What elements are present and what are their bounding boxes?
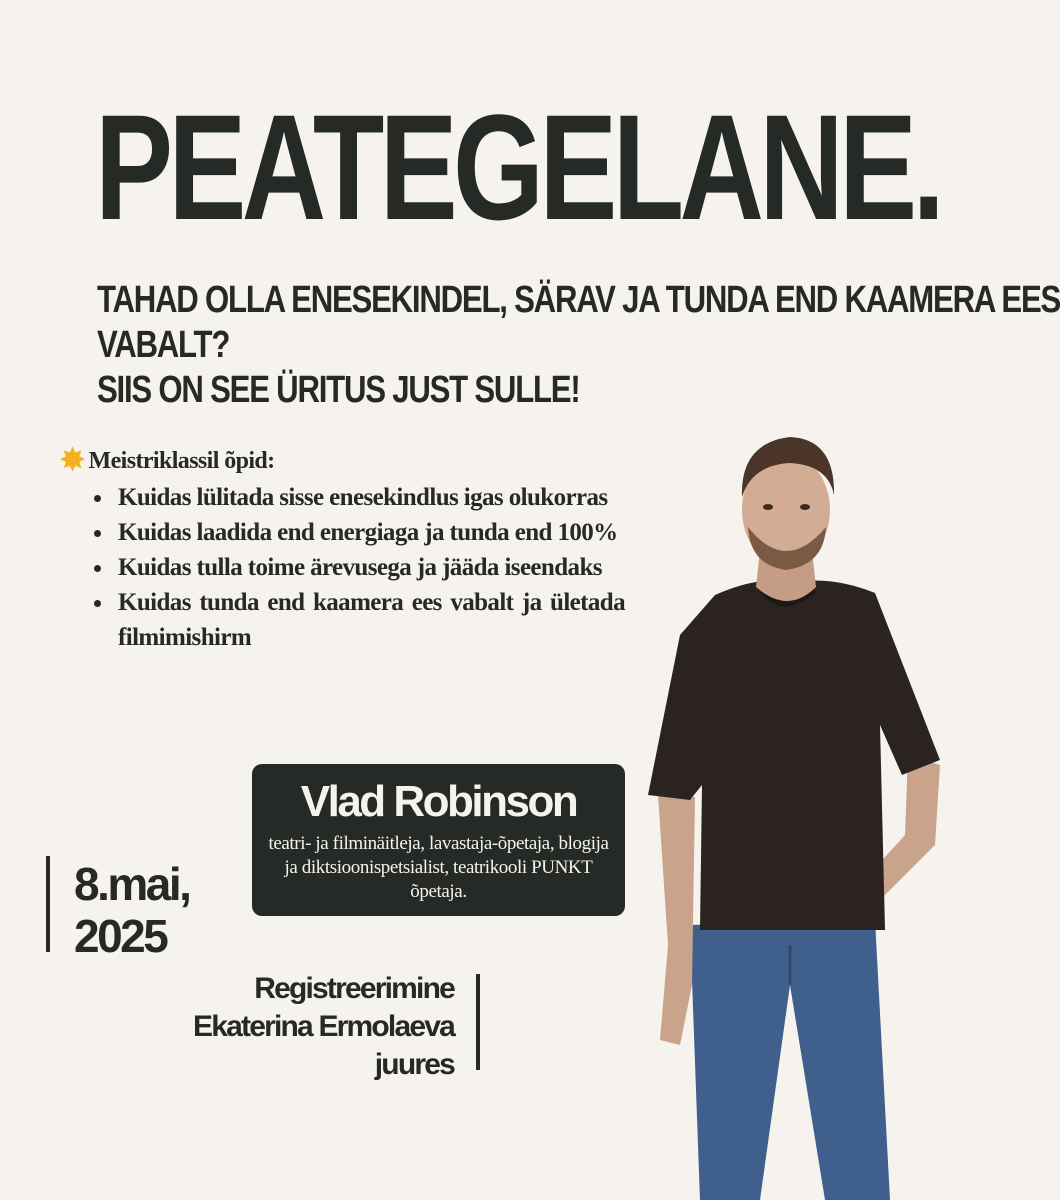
- registration-info: [193, 970, 480, 1084]
- date-divider: [46, 856, 50, 952]
- host-photo: [640, 425, 960, 1200]
- subtitle: [97, 278, 1060, 413]
- learn-list: [60, 480, 625, 655]
- date-day: 8.mai,: [74, 858, 190, 910]
- learn-heading: Meistriklassil õpid:: [88, 447, 275, 474]
- list-item: Kuidas tunda end kaamera ees vabalt ja ületada filmimishirm: [94, 585, 625, 655]
- registration-divider: [476, 974, 480, 1070]
- registration-text: [193, 970, 480, 1084]
- page-title: PEATEGELANE.: [95, 83, 941, 251]
- subtitle-line-3: SIIS ON SEE ÜRITUS JUST SULLE!: [97, 369, 580, 411]
- list-item: Kuidas tulla toime ärevusega ja jääda iseendaks: [94, 550, 625, 585]
- learn-heading-row: [60, 446, 625, 476]
- date-text: [74, 858, 189, 962]
- date-year: 2025: [74, 910, 167, 962]
- host-bio: teatri- ja filminäitleja, lavastaja-õpetaja, blogija ja diktsioonispetsialist, teatrikooli PUNKT õpetaja.: [268, 833, 609, 902]
- list-item: Kuidas lülitada sisse enesekindlus igas olukorras: [94, 480, 625, 515]
- list-item: Kuidas laadida end energiaga ja tunda end 100%: [94, 515, 625, 550]
- host-name: Vlad Robinson: [300, 777, 577, 826]
- registration-line-3: juures: [374, 1048, 454, 1081]
- left-arm: [658, 795, 695, 1045]
- registration-line-2: Ekaterina Ermolaeva: [193, 1010, 454, 1043]
- host-card: [252, 764, 625, 916]
- learn-section: [60, 446, 625, 655]
- subtitle-line-1: TAHAD OLLA ENESEKINDEL, SÄRAV JA TUNDA END KAAMERA EES: [97, 279, 1060, 321]
- star-icon: ✸: [60, 444, 85, 477]
- registration-line-1: Registreerimine: [254, 972, 454, 1005]
- subtitle-line-2: VABALT?: [97, 324, 230, 366]
